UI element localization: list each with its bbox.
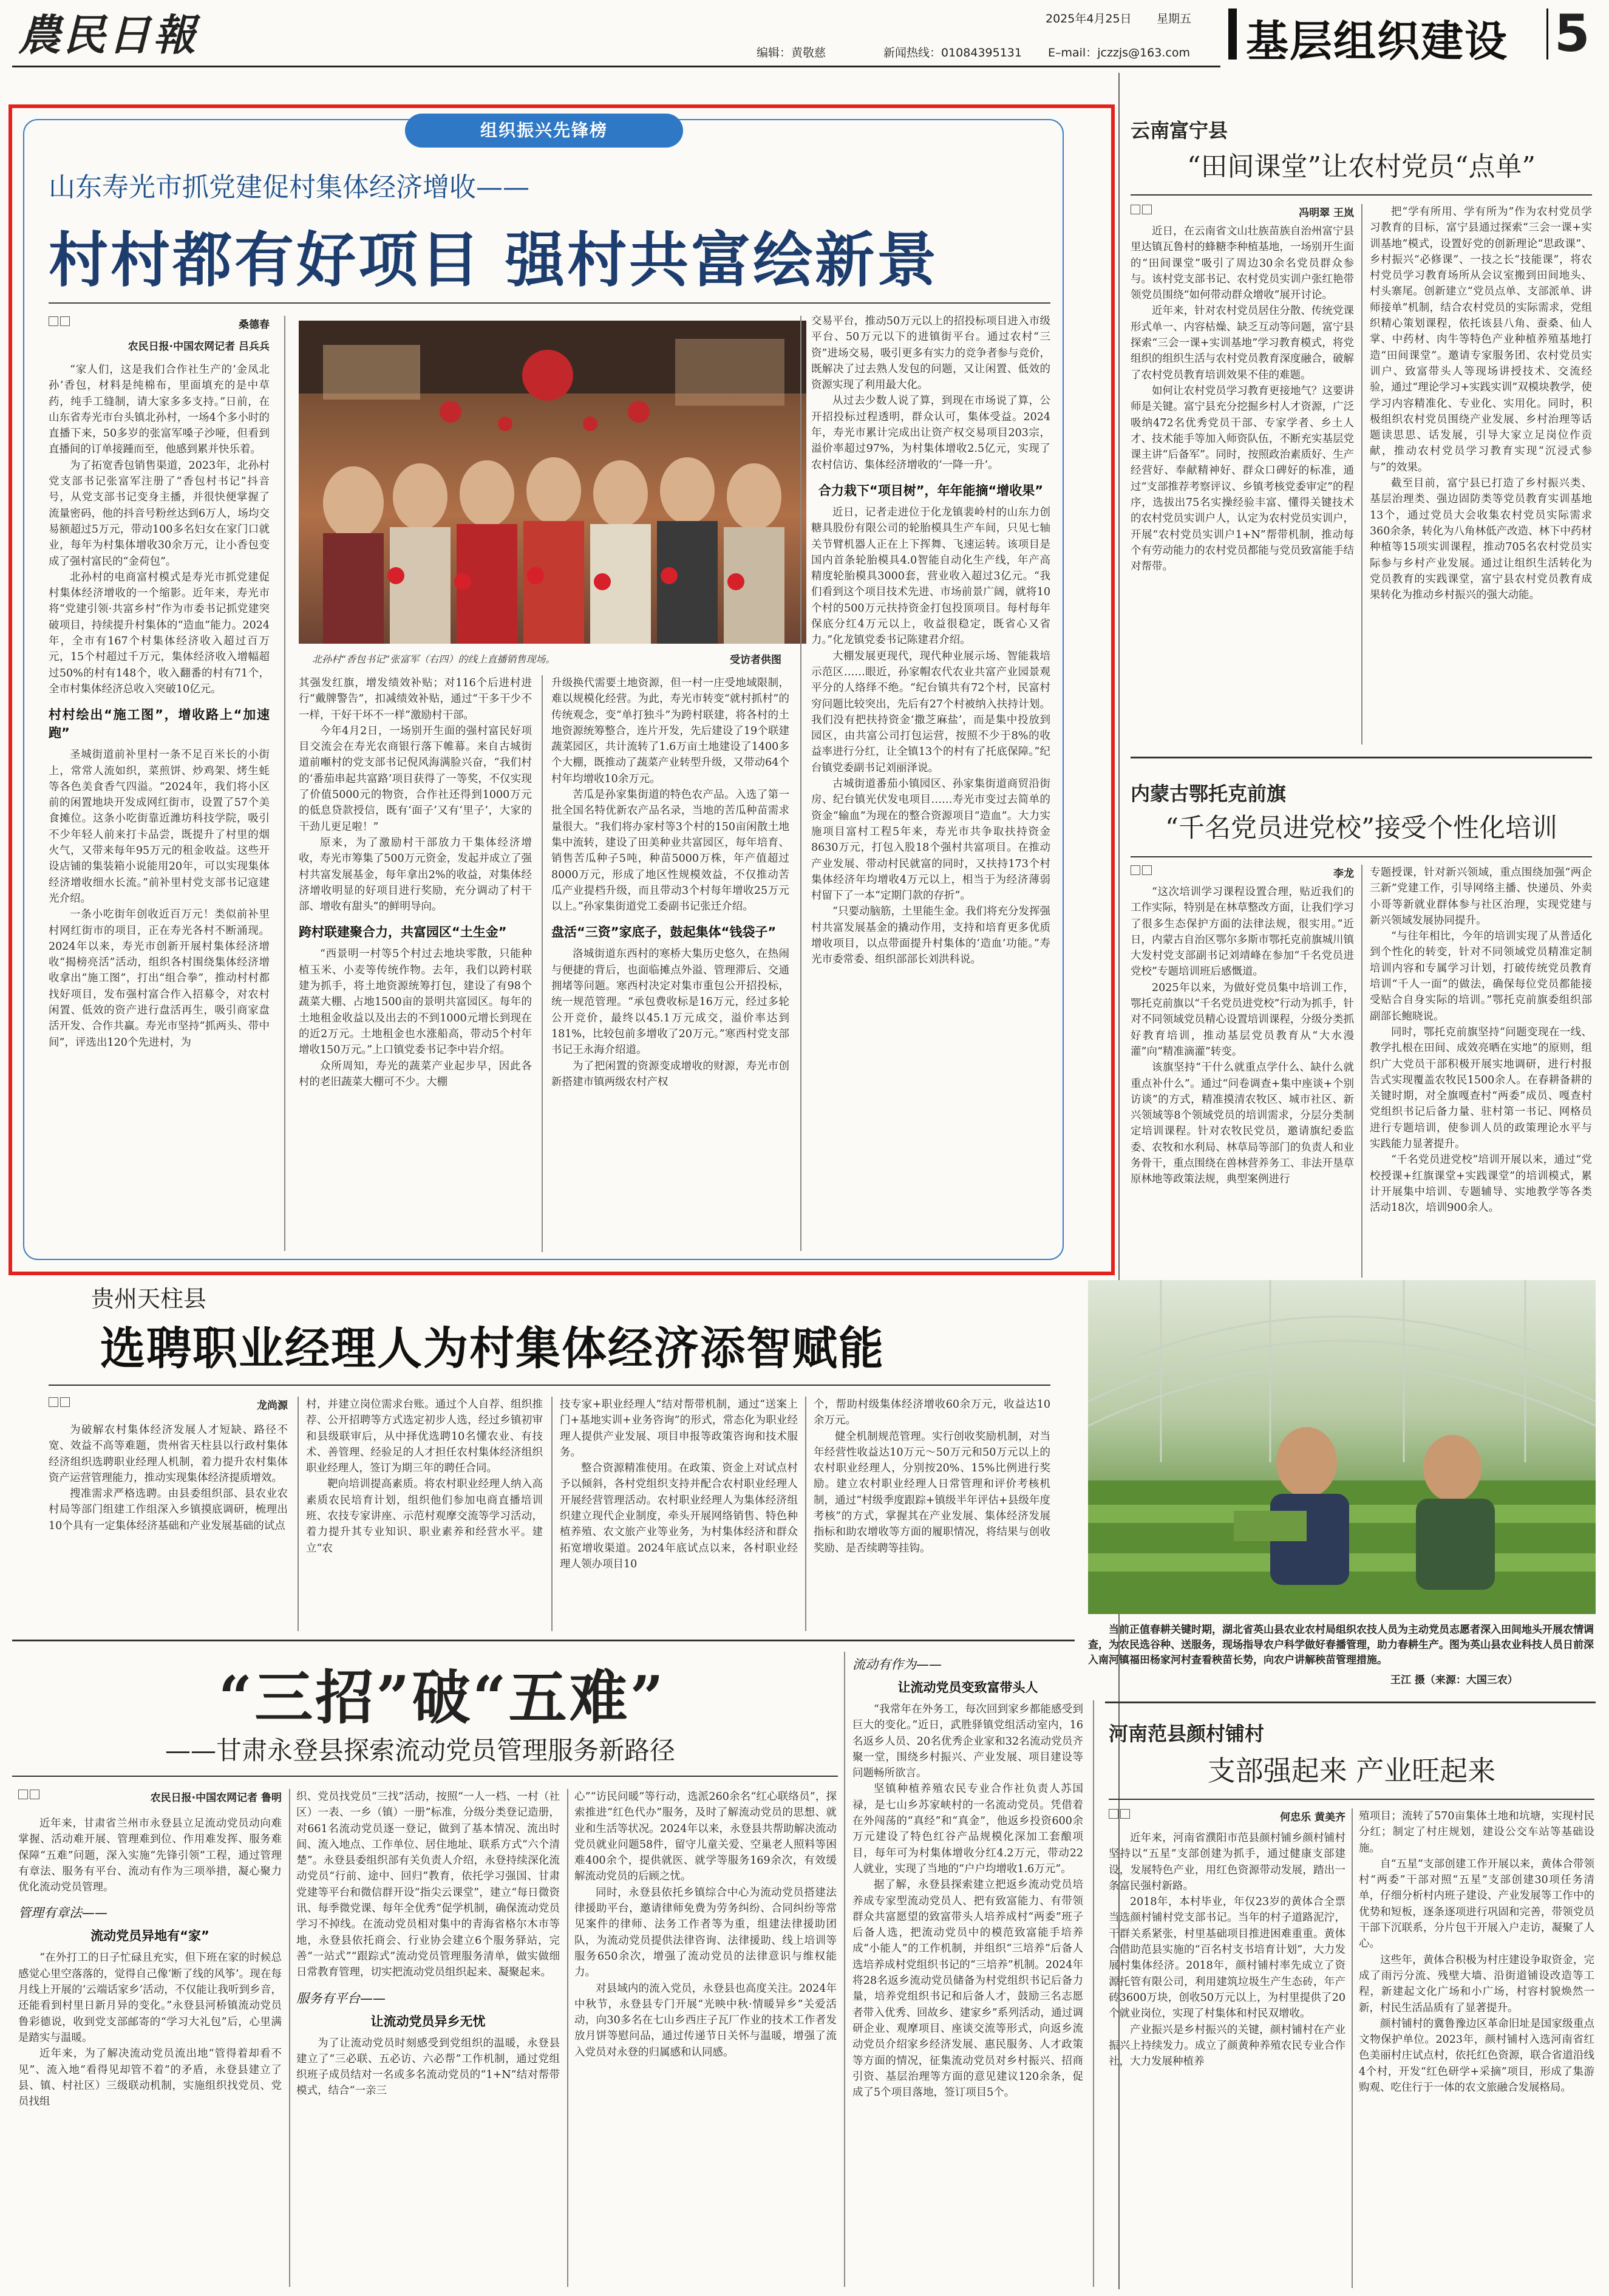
issue-weekday: 星期五 [1157,12,1192,26]
paragraph: 村，并建立岗位需求台账。通过个人自荐、组织推荐、公开招聘等方式选定初步人选，经过乡镇初审和县级联审后，从中择优选聘10名懂农业、有技术、善管理、经验足的人才担任农村集体经济组织职业经理人，签订为期三年的聘任合同。 [306,1398,543,1475]
paragraph: 苦瓜是孙家集街道的特色农产品。入选了第一批全国名特优新农产品名录，当地的苦瓜种苗需求量很大。“我们将办家村等3个村的150亩闲散土地集中流转，建设了田美种业共富园区，每年培育、销售苦瓜种子5吨，种苗5000万株，年产值超过8000万元，形成了地区性规模效益，不仅推动苦瓜产业提档升级，而且带动3个村每年增收25万元以上。”孙家集街道党工委副书记张迁介绍。 [551,789,789,913]
yunnan-col-1 [1131,223,1354,746]
henan-col-1 [1109,1830,1345,2289]
henan-headline: 支部强起来 产业旺起来 [1207,1754,1496,1787]
masthead [0,0,1609,73]
col-divider [844,1652,845,2287]
paragraph: 产业振兴是乡村振兴的关键，颜村铺村在产业振兴上持续发力。成立了颜黄种养殖农民专业合作社，大力发展种植养 [1109,2023,1345,2068]
gansu-col-2 [296,1789,560,2289]
subheading-kicker: 管理有章法—— [18,1906,107,1921]
author-box-icon [49,316,58,326]
lead-headline: 村村都有好项目 强村共富绘新景 [49,226,939,295]
neimeng-author: 李龙 [1333,868,1354,880]
paragraph: 把“学有所用、学有所为”作为农村党员学习教育的目标，富宁县通过探索“三会一课+实训基地”模式，设置好党的创新理论“思政课”、乡村振兴“必修课”、一技之长“技能课”，将农村党员学习教育场所从会议室搬到田间地头、村头寨尾。创新建立“党员点单、支部派单、讲师接单”机制，结合农村党员的实际需求，党组织精心策划课程，依托该县八角、蚕桑、仙人掌、中药材、肉牛等特色产业种植养殖基地打造“田间课堂”。邀请专家服务团、农村党员实训户、致富带头人等现场讲授技术、交流经验，通过“理论学习+实践实训”双模块教学，使学习内容精准化、专业化、实用化。同时，积极组织农村党员围绕产业发展、乡村治理等话题读思思、话发展，引导大家立足岗位作贡献，推动农村党员学习教育实现“沉浸式参与”的效果。 [1370,206,1592,474]
editor: 编辑：黄敬慈 [757,46,826,60]
guizhou-col-2 [306,1397,543,1631]
paragraph: 为了拓宽香包销售渠道，2023年，北孙村党支部书记张富军注册了“香包村书记”抖音号，从党支部书记变身主播，并很快便掌握了流量密码，他的抖音号粉丝达到6万人，场均交易额超过5万元，带动100多名妇女在家门口就业，每年为村集体增收30余万元，让小香包变成了强村富民的“金荷包”。 [49,459,270,568]
paragraph: 近日，记者走进位于化龙镇裴岭村的山东力创糖具股份有限公司的轮胎模具生产车间，只见七轴关节臂机器人正在上下挥舞、飞速运转。该项目是国内首条轮胎模具4.0智能自动化生产线，年产高精度轮胎模具3000套，营业收入超过3亿元。“我们看到这个项目技术先进、市场前景广阔，就将10个村的500万元扶持资金打包投顶项目。每村每年保底分红4万元以上，收益很稳定，既省心又省力。”化龙镇党委书记陈建君介绍。 [811,506,1050,647]
paragraph: “与往年相比，今年的培训实现了从普适化到个性化的转变，针对不同领域党员精准定制培训内容和专属学习计划，打破传统党员教育培训“千人一面”的做法，确保每位党员都能接受贴合自身实际的培训。”鄂托克前旗委组织部副部长鲍晓说。 [1370,930,1592,1023]
paragraph: 颜村铺村的冀鲁豫边区革命旧址是国家级重点文物保护单位。2023年，颜村铺村入选河南省红色美丽村庄试点村，依托红色资源，联合省道沿线4个村，开发“红色研学+采摘”项目，形成了集游购观、吃住行于一体的农文旅融合发展格局。 [1359,2017,1594,2094]
col-divider [551,1397,553,1631]
lead-photo-credit: 受访者供图 [730,654,781,666]
lead-kicker: 山东寿光市抓党建促村集体经济增收—— [49,172,529,203]
subheading: 盘活“三资”家底子，鼓起集体“钱袋子” [551,925,777,940]
subheading: 跨村联建聚合力，共富园区“土生金” [299,925,507,940]
paragraph: 整合资源精准使用。在政策、资金上对试点村予以倾斜，各村党组织支持并配合农村职业经理人开展经营管理活动。农村职业经理人为集体经济组织建立现代企业制度，牵头开展网络销售、特色种植养殖、农文旅产业等业务，为村集体经济和群众拓宽增收渠道。2024年底试点以来，各村职业经理人领办项目10 [560,1462,798,1570]
col-divider [800,316,801,1251]
guizhou-headline: 选聘职业经理人为村集体经济添智赋能 [100,1323,885,1375]
paragraph: 据了解，永登县探索建立把返乡流动党员培养成专家型流动党员人、把有致富能力、有带领群众共富愿望的致富带头人培养成村“两委”班子后备人选，把流动党员中的模范致富能手培养成“小能人”的工作机制，并组织“三培养”后备人选培养成村党组织书记的“三培养”机制。2024年将28名返乡流动党员储备为村党组织书记后备力量，培养党组织书记和后备人才，鼓励三名志愿者带入优秀、回故乡、建家乡”系列活动，通过调研企业、观摩项目、座谈交流等形式，向返乡流动党员介绍家乡经济发展、惠民服务、人才政策等方面的情况，征集流动党员对乡村振兴、招商引资、基层治理等方面的意见建议120余条，促成了5个项目落地，签订项目5个。 [852,1879,1083,2099]
paragraph: “只要动脑筋，土里能生金。我们将充分发挥强村共富发展基金的撬动作用，支持和培育更多优质增收项目，以点带面提升村集体的‘造血’功能。”寿光市委常委、组织部部长刘洪科说。 [811,905,1050,966]
article-rule [1131,856,1592,857]
article-rule [12,1776,838,1777]
article-rule [1131,194,1592,196]
guizhou-col-4 [814,1397,1050,1631]
paragraph: 对县域内的流入党员，永登县也高度关注。2024年中秋节，永登县专门开展“光映中秋·情暖异乡”关爱活动，向30多名在七山乡西庄子瓦厂作业的技术工作者发放月饼等慰问品，通过传递节日关怀与温暖，增强了流入党员对永登的归属感和认同感。 [574,1982,837,2059]
subheading: 合力栽下“项目树”，年年能摘“增收果” [818,483,1044,498]
guizhou-region: 贵州天柱县 [91,1286,207,1312]
henan-col-2 [1359,1808,1594,2289]
yunnan-author: 冯明翠 王岚 [1299,207,1354,219]
lead-col-1 [49,362,270,1253]
lead-col-3 [551,675,789,1253]
paragraph: 众所周知，寿光的蔬菜产业起步早，因此各村的老旧蔬菜大棚可不少。大棚 [299,1060,532,1088]
gansu-col-3 [574,1789,837,2289]
paragraph: “西景明一村等5个村过去地块零散，只能种植玉米、小麦等传统作物。去年，我们以跨村联建为抓手，将土地资源统筹打包，建设了有98个蔬菜大棚、占地1500亩的景明共富园区。每年的土地租金收益以及出去的不到1000元增长到现在的近2万元。土地租金也水涨船高，带动5个村年增收150万元。”上口镇党委书记李中岩介绍。 [299,948,532,1057]
lead-headline-rule [49,302,1050,304]
livestream-scene-illustration [299,321,806,644]
henan-author: 何忠乐 黄美齐 [1280,1811,1345,1824]
author-box-icon [1120,1809,1130,1819]
issue-date: 2025年4月25日 [1046,12,1132,26]
col-divider [289,1789,290,2287]
subheading-kicker: 服务有平台—— [296,1991,386,2006]
neimeng-col-1 [1131,884,1354,1279]
author-box-icon [1142,205,1152,214]
column-badge: 组织振兴先锋榜 [405,114,683,148]
paragraph: 同时，鄂托克前旗坚持“问题变现在一线、教学扎根在田间、成效亮晒在实地”的原则，组织广大党员干部积极开展实地调研，进行村报告式实现覆盖农牧民1500余人。在春耕备耕的关键时期，对全旗嘎查村“两委”成员、嘎查村党组织书记后备力量、驻村第一书记、网格员进行专题培训，使参训人员的政策理论水平与实践能力显著提升。 [1370,1026,1592,1151]
paragraph: 截至目前，富宁县已打造了乡村振兴类、基层治理类、强边固防类等党员教育实训基地13个，通过党员大会收集农村党员实际需求360余条，转化为八角林低产改造、林下中药材种植等15项实训课程，推动705名农村党员实际参与乡村产业发展。通过让组织生活转化为党员教育的实践课堂，富宁县农村党员教育成果转化为推动乡村振兴的强大动能。 [1370,477,1592,602]
paragraph: “千名党员进党校”培训开展以来，通过“党校授课+红旗课堂+实践课堂”的培训模式，累计开展集中培训、专题辅导、实地教学等各类活动18次，培训900余人。 [1370,1154,1592,1214]
paragraph: 近日，在云南省文山壮族苗族自治州富宁县里达镇瓦鲁村的蜂糖李种植基地，一场别开生面的“田间课堂”吸引了周边30余名党员群众参与。该村党支部书记、农村党员实训户张红艳带领党员围绕“如何带动群众增收”展开讨论。 [1131,225,1354,302]
paragraph: 个，帮助村级集体经济增收60余万元，收益达10余万元。 [814,1398,1050,1427]
guizhou-author-row [49,1397,288,1412]
paragraph: “这次培训学习课程设置合理，贴近我们的工作实际，特别是在林草整改方面，让我们学习了很多生态保护方面的法律法规，很实用。”近日，内蒙古自治区鄂尔多斯市鄂托克前旗城川镇大发村党支部副书记刘靖峰在参加“千名党员进党校”专题培训班后感慨道。 [1131,886,1354,978]
author-box-icon [1142,865,1152,875]
col-divider [1361,865,1362,1278]
email: E–mail：jczzjs@163.com [1048,46,1190,60]
author-box-icon [60,1397,70,1407]
paragraph: 如何让农村党员学习教育更接地气？这要讲师是关键。富宁县充分挖掘乡村人才资源，广泛吸纳472名优秀党员干部、专家学者、乡土人才、技术能手等加入师资队伍，不断充实基层党课主讲“后备军”。同时，按照政治素质好、生产经营好、奉献精神好、群众口碑好的标准，通过“支部推荐考察评议、乡镇考核党委审定”的程序，选拔出75名实操经验丰富、懂得关键技术的农村党员实训户人，认定为农村党员实训户，开展“农村党员实训户1+N”帮带机制，推动每个有劳动能力的农村党员都能与党员致富能手结对帮带。 [1131,384,1354,573]
paragraph: 这些年，黄体合积极为村庄建设争取资金，完成了雨污分流、残壁大墙、沿街道铺设改造等工程，新建起文化广场和小广场，村容村貌焕然一新，村民生活品质有了显著提升。 [1359,1954,1594,2014]
page-number-divider [1546,9,1548,60]
subheading: 让流动党员异乡无忧 [370,2014,486,2029]
paragraph: 今年4月2日，一场别开生面的强村富民好项目交流会在寿光农商银行落下帷幕。来自古城街道前噸村的党支部书记倪风海满脸兴奋，“我们村的‘番茄串起共富路’项目获得了一等奖，不仅实现了价值5000元的物资，合作社还得到1000万元的低息贷款授信，既有‘面子’又有‘里子’，大家的干劲儿更足啦！” [299,724,532,833]
paragraph: 技专家+职业经理人”结对帮带机制，通过“送案上门+基地实训+业务咨询”的形式，常态化为职业经理人提供产业发展、项目申报等政策咨询和技术服务。 [560,1398,798,1459]
paragraph: 洛城街道东西村的寒桥大集历史悠久，在热闹与便捷的背后，也面临摊点外溢、管理滞后、交通拥堵等问题。寒西村决定对集市重包公开招投标，统一规范管理。“承包费收标是16万元，经过多轮公开竞价，最终以45.1万元成交，溢价率达到181%，比较包前多增收了20万元。”寒西村党支部书记王永海介绍道。 [551,948,789,1057]
paragraph: 原来，为了激励村干部放力干集体经济增收，寿光市筹集了500万元资金，发起并成立了强村共富发展基金，每年拿出2%的收益，对集体经济增收明显的好项目进行奖励，充分调动了村干部、增收有甜头”的鲜明导向。 [299,836,532,913]
author-box-icon [60,316,70,326]
masthead-rule [12,66,1220,67]
paragraph: 近年来，河南省濮阳市范县颜村铺乡颜村铺村坚持以“五星”支部创建为抓手，通过健康支部建设，发展特色产业，用红色资源带动发展，踏出一条富民强村新路。 [1109,1832,1345,1892]
yunnan-headline: “田间课堂”让农村党员“点单” [1187,151,1536,182]
yunnan-col-2 [1370,204,1592,746]
seedling-field-illustration [1088,1280,1596,1614]
col-divider [298,1397,299,1631]
greenhouse-photo-caption: 当前正值春耕关键时期，湖北省英山县农业农村局组织农技人员为主动党员志愿者深入田间地头开展农情调查，为农民选谷种、送服务，现场指导农户科学做好春播管理，助力春耕生产。图为英山县农业科技人员日前深入南河镇福田杨家河村查看秧苗长势，向农户讲解秧苗管理措施。 [1088,1624,1594,1666]
paragraph: 为了把闲置的资源变成增收的财源，寿光市创新搭建市镇两级农村产权 [551,1060,789,1088]
paragraph: 古城街道番茄小镇园区、孙家集街道商贸沿街房、纪台镇光伏发电项目……寿光市变过去简单的资金“输血”为现在的整合资源项目“造血”。大力实施项目富村工程5年来，寿光市共争取扶持资金8630万元，打包入股18个强村共富项目。在推动产业发展、带动村民就富的同时，又扶持173个村集体经济年均增收4万元以上，相当于为经济薄弱村留下了一本“定期门款的存折”。 [811,778,1050,902]
paragraph: 升级换代需要土地资源，但一村一庄受地域限制，难以规模化经营。为此，寿光市转变“就村抓村”的传统观念，变“单打独斗”为跨村联建，将各村的土地资源统筹整合，连片开发，先后建设了19个联建蔬菜园区，共计流转了1.6万亩土地建设了1400多个大棚，既推动了蔬菜产业转型升级，又带动64个村年均增收10余万元。 [551,677,789,785]
subheading: 村村绘出“施工图”，增收路上“加速跑” [49,707,270,741]
gansu-author-row [18,1789,282,1804]
neimeng-author-row [1131,865,1354,880]
paragraph: 为了让流动党员时刻感受到党组织的温暖，永登县建立了“三必联、五必访、六必帮”工作机制，通过党组织班子成员结对一名或多名流动党员的“1+N”结对帮带模式，结合“一亲三 [296,2037,560,2097]
gansu-reporter: 农民日报·中国农网记者 鲁明 [150,1792,282,1804]
neimeng-col-2 [1370,865,1592,1279]
paragraph: 圣城街道前补里村一条不足百米长的小街上，常常人流如织，菜煎饼、炒鸡架、烤生蚝等各色美食香气四溢。“2024年，我们将小区前的闲置地块开发成网红街市，设置了57个美食摊位。这条小吃街靠近潍坊科技学院，吸引不少年轻人前来打卡品尝，既提升了村里的烟火气，又带来每年95万元的租金收益。这些开设店铺的集装箱小说能用20年，可以实现集体经济增收细水长流。”前补里村党支部书记寇建光介绍。 [49,749,270,905]
paragraph: 近年来，甘肃省兰州市永登县立足流动党员动向难掌握、活动难开展、管理难到位、作用难发挥、服务难保障“五难”问题，深入实施“先锋引领”工程，通过管理有章法、服务有平台、流动有作为三项举措，凝心聚力优化流动党员管理。 [18,1817,282,1894]
lead-photo-caption: 北孙村“香包书记”张富军（右四）的线上直播销售现场。 [312,653,556,665]
paragraph: 近年来，为了解决流动党员流出地“管得着却看不见”、流入地“看得见却管不着”的矛盾，永登县建立了县、镇、村社区）三级联动机制，实施组织找党员、党员找组 [18,2048,282,2108]
yunnan-region: 云南富宁县 [1131,119,1228,142]
paragraph: 专题授课，针对新兴领域，重点围绕加强“两企三新”党建工作，引导网络主播、快递员、外卖小哥等新就业群体参与社区治理，实现党建与新兴领域发展协同提升。 [1370,867,1592,927]
paragraph: 为破解农村集体经济发展人才短缺、路径不宽、效益不高等难题，贵州省天柱县以行政村集体经济组织选聘职业经理人机制，着力提升农村集体资产运营管理能力，推动实现集体经济提质增效。 [49,1424,288,1484]
paragraph: 同时，永登县依托乡镇综合中心为流动党员搭建法律援助平台，邀请律师免费为劳务纠纷、合同纠纷等常见案件的律师、法务工作者等为重，组建法律援助团队，为流动党员提供法律咨询、法律援助、线上培训等服务650余次，增强了流动党员的法律意识与维权能力。 [574,1886,837,1979]
greenhouse-photo-credit: 王江 摄（来源：大国三农） [1390,1674,1518,1686]
paragraph: 一条小吃街年创收近百万元！类似前补里村网红街市的项目，正在寿光各村不断涌现。2024年以来，寿光市创新开展村集体经济增收“揭榜亮活”活动，组织各村围绕集体经济增收拿出“施工图”，打出“组合拳”，推动村村都找好项目，发布强村富合作入招募令，对农村闲置、低效的资产进行盘活再生，吸引商家盘活开发、合作共赢。寿光市坚持“抓两头、带中间”，评选出120个先进村，为 [49,908,270,1049]
paragraph: “我常年在外务工，每次回到家乡都能感受到巨大的变化。”近日，武胜驿镇党组活动室内，16名返乡人员、20名优秀企业家和32名流动党员齐聚一堂，围绕乡村振兴、产业发展、项目建设等问题畅所欲言。 [852,1703,1083,1780]
author-box-icon [18,1790,28,1799]
author-box-icon [1131,865,1140,875]
paragraph: 北孙村的电商富村模式是寿光市抓党建促村集体经济增收的一个缩影。近年来，寿光市将“党建引领·共富乡村”作为市委书记抓党建突破项目，持续提升村集体的“造血”能力。2024年，全市有167个村集体经济收入超过百万元，15个村超过千万元，集体经济收入增幅超过50%的村有148个，收入翻番的村有71个，全市村集体经济总收入突破10亿元。 [49,571,270,695]
lead-reporter: 农民日报·中国农网记者 吕兵兵 [128,341,270,353]
article-separator [12,1640,1075,1641]
lead-col-4 [811,313,1050,1253]
paragraph: 心”“访民问暖”等行动，选派260余名“红心联络员”，探索推进“红色代办”服务，及时了解流动党员的思想、就业和生活等状况。2024年以来，永登县共帮助解决流动党员就业问题58件，留守儿童关爱、空巢老人照料等困难400余个，提供就医、就学等服务169余次，有效缓解流动党员的后顾之忧。 [574,1791,837,1883]
paper-name: 農民日報 [18,10,198,60]
subheading-kicker: 流动有作为—— [852,1657,942,1672]
lead-author-row [49,316,270,331]
gansu-headline: “三招”破“五难” [219,1663,666,1732]
col-divider [567,1789,568,2287]
paragraph: 近年来，针对农村党员居住分散、传统党课形式单一、内容枯燥、缺乏互动等问题，富宁县探索“三会一课+实训基地”学习教育模式，将党组织的组织生活与农村党员教育深度融合，破解了农村党员教育培训效果不佳的难题。 [1131,305,1354,381]
paragraph: “家人们，这是我们合作社生产的‘金凤北孙’香包，材料是纯棉布，里面填充的是中草药，纯手工缝制，请大家多多支持。”日前，在山东省寿光市台头镇北孙村，一场4个多小时的直播下来，50多岁的张富军嗓子沙哑，但看到直播间的订单接踵而至，他感到累并快乐着。 [49,364,270,456]
col-divider [1352,1808,1353,2288]
paragraph: 搜准需求严格选聘。由县委组织部、县农业农村局等部门组建工作组深入乡镇摸底调研，梳理出10个具有一定集体经济基础和产业发展基础的试点 [49,1488,288,1532]
paragraph: 自“五星”支部创建工作开展以来，黄体合带领村“两委”干部对照“五星”支部创建30项任务清单，仔细分析村内班子建设、产业发展等工作中的优势和短板，逐条逐项进行巩固和完善，带领党员干部下沉联系，分片包干开展入户走访，凝聚了人心。 [1359,1858,1594,1950]
article-separator [1131,757,1592,758]
author-box-icon [30,1790,39,1799]
hotline: 新闻热线：01084395131 [883,46,1022,60]
guizhou-col-3 [560,1397,798,1631]
article-rule [49,1385,1050,1386]
paragraph: 坚镇种植养殖农民专业合作社负责人苏国禄，是七山乡苏家峡村的一名流动党员。凭借着在外闯荡的“真经”和“真金”，他返乡投资600余万元建设了特色红谷产品规模化深加工套酿项目，每年可为村集体增收分红4.2万元，带动22人就业，实现了当地的“户户均增收1.6万元”。 [852,1783,1083,1875]
author-box-icon [1109,1809,1118,1819]
paragraph: 其强发红旗，增发绩效补贴；对116个后进村进行“戴牌警告”，扣减绩效补贴，通过“干多干少不一样，干好干坏不一样”激励村干部。 [299,677,532,721]
gansu-subtitle: ——甘肃永登县探索流动党员管理服务新路径 [165,1736,676,1765]
paragraph: 大棚发展更现代，现代种业展示场、智能栽培示范区……眼近，孙家帽农代农业共富产业园景观平分的人络绎不绝。“纪台镇共有72个村，民富村穷问题比较突出，先后有27个村被纳入扶持计划。我们没有把扶持资金‘撒芝麻盐’，而是集中投放到园区，由共富公司打包运营，按照不少于8%的收益率进行分红，让全镇13个的村有了托底保障。”纪台镇党委副书记刘丽泽说。 [811,650,1050,774]
yunnan-author-row [1131,204,1354,219]
article-rule [1109,1799,1594,1800]
col-divider [805,1397,806,1631]
subheading: 流动党员异地有“家” [90,1929,209,1944]
lead-col-2 [299,675,532,1253]
henan-author-row [1109,1808,1345,1824]
guizhou-col-1 [49,1422,288,1631]
henan-region: 河南范县颜村铺村 [1109,1722,1265,1745]
page-number: 5 [1554,4,1590,63]
gansu-col-4 [852,1655,1083,2289]
paragraph: 靶向培训提高素质。将农村职业经理人纳入高素质农民培育计划，组织他们参加电商直播培训班、农技专家讲座、示范村观摩交流等学习活动，着力提升其专业知识、职业素养和经营水平。建立“农 [306,1478,543,1555]
section-bar [1228,9,1237,60]
author-box-icon [1131,205,1140,214]
paragraph: 从过去少数人说了算，到现在市场说了算，公开招投标过程透明，群众认可，集体受益。2024年，寿光市累计完成出让资产权交易项目203宗，溢价率超过97%，为村集体增收2.5亿元，实现了农村信访、集体经济增收的‘一降一升’。 [811,395,1050,471]
lead-photo [299,321,806,644]
paragraph: 殖项目；流转了570亩集体土地和坑塘，实现村民分红；制定了村庄规划，建设公交车站等基础设施。 [1359,1810,1594,1855]
col-divider [1361,204,1362,744]
gansu-col-1 [18,1816,282,2289]
author-box-icon [49,1397,58,1407]
col-divider [284,316,285,1251]
paragraph: “在外打工的日子忙碌且充实，但下班在家的时候总感觉心里空落落的，觉得自己像‘断了线的风筝’。现在每月线上开展的‘云端话家乡’活动，不仅能让我听到乡音，还能看到村里日新月异的变化。”永登县河桥镇流动党员鲁彩德说，收到党支部邮寄的“学习大礼包”后，心里满是踏实与温暖。 [18,1952,282,2044]
neimeng-headline: “千名党员进党校”接受个性化培训 [1165,813,1557,843]
paragraph: 健全机制规范管理。实行创收奖励机制，对当年经营性收益达10万元～50万元和50万元以上的农村职业经理人，分别按20%、15%比例进行奖励。建立农村职业经理人日常管理和评价考核机制，通过“村级季度跟踪+镇级半年评估+县级年度考核”的方式，掌握其在产业发展、集体经济发展指标和助农增收等方面的履职情况，将结果与创收奖励、是否续聘等挂钩。 [814,1430,1050,1555]
paragraph: 该旗坚持“干什么就重点学什么、缺什么就重点补什么”。通过“问卷调查+集中座谈+个别访谈”的方式，精准摸清农牧区、城市社区、新兴领域等8个领域党员的培训需求，分层分类制定培训课程。针对农牧民党员，邀请旗纪委监委、农牧和水利局、林草局等部门的负责人和业务骨干，重点围绕在兽林营养务工、非法开垦草原林地等政策法规，典型案例进行 [1131,1061,1354,1186]
section-title: 基层组织建设 [1246,16,1508,66]
subheading: 让流动党员变致富带头人 [897,1680,1038,1695]
paragraph: 2018年，本村毕业，年仅23岁的黄体合全票当选颜村铺村党支部书记。当年的村子道路泥泞，干群关系紧张，村里基础项目推进困难重重。黄体合借助范县实施的“百名村支书培育计划”，大力发展村集体经济。2018年，颜村铺村率先成立了资源托管有限公司，利用建筑垃圾生产生态砖，年产砖3600万块，创收50万元以上，为村里提供了20个就业岗位，实现了村集体和村民双增收。 [1109,1896,1345,2020]
neimeng-region: 内蒙古鄂托克前旗 [1131,782,1287,805]
col-divider [1093,1700,1094,2287]
guizhou-author: 龙尚源 [257,1400,288,1412]
col-divider [542,675,543,1252]
greenhouse-photo [1088,1280,1596,1614]
paragraph: 织、党员找党员“三找”活动，按照“一人一档、一村（社区）一表、一乡（镇）一册”标准，分级分类登记造册，对661名流动党员逐一登记，做到了基本情况、流出时间、流入地点、工作单位、居住地址、联系方式“六个清楚”。永登县委组织部有关负责人介绍，永登持续深化流动党员“行前、途中、回归”教育，依托学习强国、甘肃党建等平台和微信群开设“指尖云课堂”，建立“每日微资讯、每季微党课、每年全优秀”促学机制，确保流动党员学习不掉线。在流动党员相对集中的青海省格尔木市等地，永登县依托商会、行业协会建立6个服务驿站，完善“一站式”“跟踪式”流动党员管理服务清单，做实做细日常教育管理，切实把流动党员组织起来、凝聚起来。 [296,1791,560,1979]
paragraph: 交易平台，推动50万元以上的招投标项目进入市级平台、50万元以下的进镇街平台。通过农村“三资”进场交易，吸引更多有实力的竞争者参与竞价，既解决了过去熟人发包的问题，又让闲置、低效的资源实现了利用最大化。 [811,315,1050,392]
lead-author: 桑德春 [239,319,270,331]
paragraph: 2025年以来，为做好党员集中培训工作，鄂托克前旗以“千名党员进党校”行动为抓手，针对不同领域党员精心设置培训课程，分级分类抓好教育培训，推动基层党员教育从“大水漫灌”向“精准滴灌”转变。 [1131,981,1354,1058]
article-separator [1105,1702,1596,1703]
